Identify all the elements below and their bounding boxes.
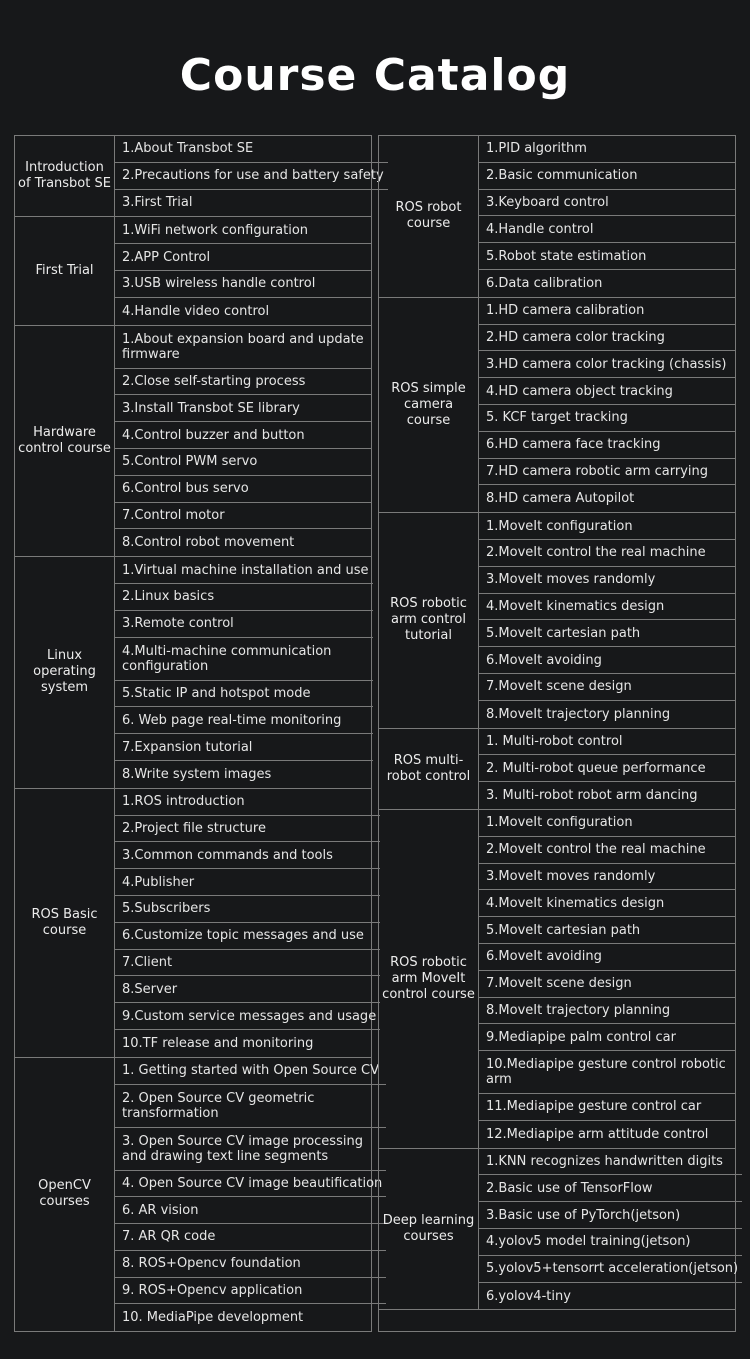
- category-label: ROS robotic arm MoveIt control course: [379, 810, 479, 1148]
- course-group-ros-robot-course: [378, 135, 736, 298]
- course-group-opencv-courses: [14, 1058, 383, 1333]
- course-item: 4.Handle control: [479, 216, 735, 243]
- course-item: 8.HD camera Autopilot: [486, 491, 635, 507]
- course-item: 7. AR QR code: [115, 1224, 386, 1251]
- course-item: 8.MoveIt trajectory planning: [486, 706, 671, 722]
- course-item: 1. Getting started with Open Source CV: [115, 1058, 386, 1085]
- course-item: 1.MoveIt configuration: [479, 513, 735, 540]
- course-group-ros-simple-camera-course: [378, 298, 736, 513]
- course-item: 10.TF release and monitoring: [122, 1035, 314, 1051]
- course-group-first-trial: [14, 217, 372, 325]
- course-item: 8.Control robot movement: [122, 535, 295, 551]
- course-item: 3.MoveIt moves randomly: [479, 567, 735, 594]
- course-item: 4.Handle video control: [122, 303, 270, 319]
- course-item: 1.HD camera calibration: [479, 298, 735, 325]
- course-item: 4.HD camera object tracking: [479, 378, 735, 405]
- course-item: 6.Customize topic messages and use: [115, 923, 380, 950]
- course-item: 3.Basic use of PyTorch(jetson): [479, 1202, 742, 1229]
- course-item: 3. Multi-robot robot arm dancing: [486, 788, 698, 804]
- category-label: ROS multi-robot control: [379, 729, 479, 809]
- course-group-introduction-of-transbot-se: [14, 135, 384, 217]
- course-item: 10.Mediapipe gesture control robotic arm: [479, 1051, 735, 1094]
- course-group-hardware-control-course: [14, 326, 372, 558]
- course-item: 9. ROS+Opencv application: [115, 1278, 386, 1305]
- course-item: 2. Open Source CV geometric transformation: [115, 1085, 386, 1128]
- course-item: 3.Install Transbot SE library: [115, 395, 371, 422]
- category-label: Linux operating system: [15, 557, 115, 788]
- category-label: ROS Basic course: [15, 789, 115, 1057]
- course-item: 3. Open Source CV image processing and drawing text line segments: [115, 1128, 386, 1171]
- course-group-ros-basic-course: [14, 789, 377, 1058]
- course-item-list: [479, 1149, 742, 1310]
- course-item: 6.HD camera face tracking: [479, 432, 735, 459]
- course-item-list: [479, 810, 735, 1148]
- course-item: 6.Data calibration: [486, 275, 603, 291]
- course-group-deep-learning-courses: [378, 1149, 739, 1311]
- course-item: 2.Basic use of TensorFlow: [479, 1175, 742, 1202]
- course-group-ros-multi-robot-control: [378, 729, 736, 810]
- course-item: 2.Basic communication: [479, 163, 735, 190]
- course-item: 2.Close self-starting process: [115, 369, 371, 396]
- course-item: 7.HD camera robotic arm carrying: [479, 459, 735, 486]
- course-item: 4.MoveIt kinematics design: [479, 594, 735, 621]
- course-item-list: [115, 326, 371, 557]
- course-item-list: [115, 789, 380, 1057]
- course-item: 5.Control PWM servo: [115, 449, 371, 476]
- course-item: 1.Virtual machine installation and use: [115, 557, 373, 584]
- course-group-ros-robotic-arm-control-tutorial: [378, 513, 736, 728]
- course-item: 5.Static IP and hotspot mode: [115, 681, 373, 708]
- course-item: 3.Remote control: [115, 611, 373, 638]
- course-item: 2. Multi-robot queue performance: [479, 755, 735, 782]
- course-item: 1.About Transbot SE: [115, 136, 388, 163]
- course-item: 4.MoveIt kinematics design: [479, 890, 735, 917]
- course-item: 3.MoveIt moves randomly: [479, 864, 735, 891]
- course-item: 4.Control buzzer and button: [115, 422, 371, 449]
- course-item: 12.Mediapipe arm attitude control: [486, 1126, 709, 1142]
- course-item: 7.MoveIt scene design: [479, 674, 735, 701]
- course-group-ros-robotic-arm-moveit-control-course: [378, 810, 736, 1149]
- empty-filler-cell: [378, 1310, 736, 1332]
- course-item: 8.Server: [115, 976, 380, 1003]
- course-item: 5.MoveIt cartesian path: [479, 620, 735, 647]
- category-label: Hardware control course: [15, 326, 115, 557]
- category-label: ROS robotic arm control tutorial: [379, 513, 479, 727]
- course-item: 9.Custom service messages and usage: [115, 1003, 380, 1030]
- course-item: 7.Expansion tutorial: [115, 734, 373, 761]
- course-item: 5. KCF target tracking: [479, 405, 735, 432]
- course-item: 7.MoveIt scene design: [479, 971, 735, 998]
- category-label: Deep learning courses: [379, 1149, 479, 1310]
- course-item: 1.WiFi network configuration: [115, 217, 371, 244]
- course-item: 9.Mediapipe palm control car: [479, 1024, 735, 1051]
- course-item: 7.Control motor: [115, 503, 371, 530]
- course-item: 4.Publisher: [115, 869, 380, 896]
- course-item: 1.About expansion board and update firmware: [115, 326, 371, 369]
- course-item: 6. Web page real-time monitoring: [115, 707, 373, 734]
- course-item: 5.Subscribers: [115, 896, 380, 923]
- course-item-list: [479, 513, 735, 727]
- course-item: 1.MoveIt configuration: [479, 810, 735, 837]
- course-item: 8.MoveIt trajectory planning: [479, 998, 735, 1025]
- course-item: 6.MoveIt avoiding: [479, 647, 735, 674]
- category-label: First Trial: [15, 217, 115, 324]
- course-item: 1. Multi-robot control: [479, 729, 735, 756]
- course-item: 4.yolov5 model training(jetson): [479, 1229, 742, 1256]
- course-item: 6.yolov4-tiny: [486, 1288, 571, 1304]
- course-item-list: [115, 217, 371, 324]
- right-catalog-column: [378, 135, 739, 1332]
- course-item: 3.Common commands and tools: [115, 842, 380, 869]
- category-label: ROS robot course: [379, 136, 479, 297]
- course-item: 3.HD camera color tracking (chassis): [479, 351, 735, 378]
- course-item: 6. AR vision: [115, 1197, 386, 1224]
- course-group-linux-operating-system: [14, 557, 372, 789]
- course-item: 6.Control bus servo: [115, 476, 371, 503]
- course-item: 8. ROS+Opencv foundation: [115, 1251, 386, 1278]
- course-item: 11.Mediapipe gesture control car: [479, 1094, 735, 1121]
- course-item: 8.Write system images: [122, 766, 272, 782]
- left-catalog-column: [14, 135, 384, 1332]
- course-item: 6.MoveIt avoiding: [479, 944, 735, 971]
- course-item-list: [479, 729, 735, 809]
- course-item-list: [479, 136, 735, 297]
- course-item: 2.APP Control: [115, 244, 371, 271]
- category-label: ROS simple camera course: [379, 298, 479, 512]
- course-item: 7.Client: [115, 950, 380, 977]
- course-item-list: [479, 298, 735, 512]
- course-item: 1.KNN recognizes handwritten digits: [479, 1149, 742, 1176]
- course-item: 1.PID algorithm: [479, 136, 735, 163]
- course-item: 2.HD camera color tracking: [479, 325, 735, 352]
- course-item: 3.USB wireless handle control: [115, 271, 371, 298]
- course-item: 4.Multi-machine communication configuration: [115, 638, 373, 681]
- course-item-list: [115, 557, 373, 788]
- course-item: 2.MoveIt control the real machine: [479, 540, 735, 567]
- course-item: 5.Robot state estimation: [479, 243, 735, 270]
- course-item: 1.ROS introduction: [115, 789, 380, 816]
- course-item: 3.First Trial: [122, 195, 193, 211]
- course-item: 2.Project file structure: [115, 816, 380, 843]
- category-label: Introduction of Transbot SE: [15, 136, 115, 216]
- course-item: 5.yolov5+tensorrt acceleration(jetson): [479, 1256, 742, 1283]
- course-item: 3.Keyboard control: [479, 190, 735, 217]
- course-item-list: [115, 136, 388, 216]
- course-item-list: [115, 1058, 386, 1332]
- course-item: 2.Precautions for use and battery safety: [115, 163, 388, 190]
- course-item: 10. MediaPipe development: [122, 1310, 304, 1326]
- course-item: 5.MoveIt cartesian path: [479, 917, 735, 944]
- course-item: 2.Linux basics: [115, 584, 373, 611]
- course-item: 2.MoveIt control the real machine: [479, 837, 735, 864]
- course-item: 4. Open Source CV image beautification: [115, 1171, 386, 1198]
- page-title: Course Catalog: [179, 50, 571, 101]
- category-label: OpenCV courses: [15, 1058, 115, 1332]
